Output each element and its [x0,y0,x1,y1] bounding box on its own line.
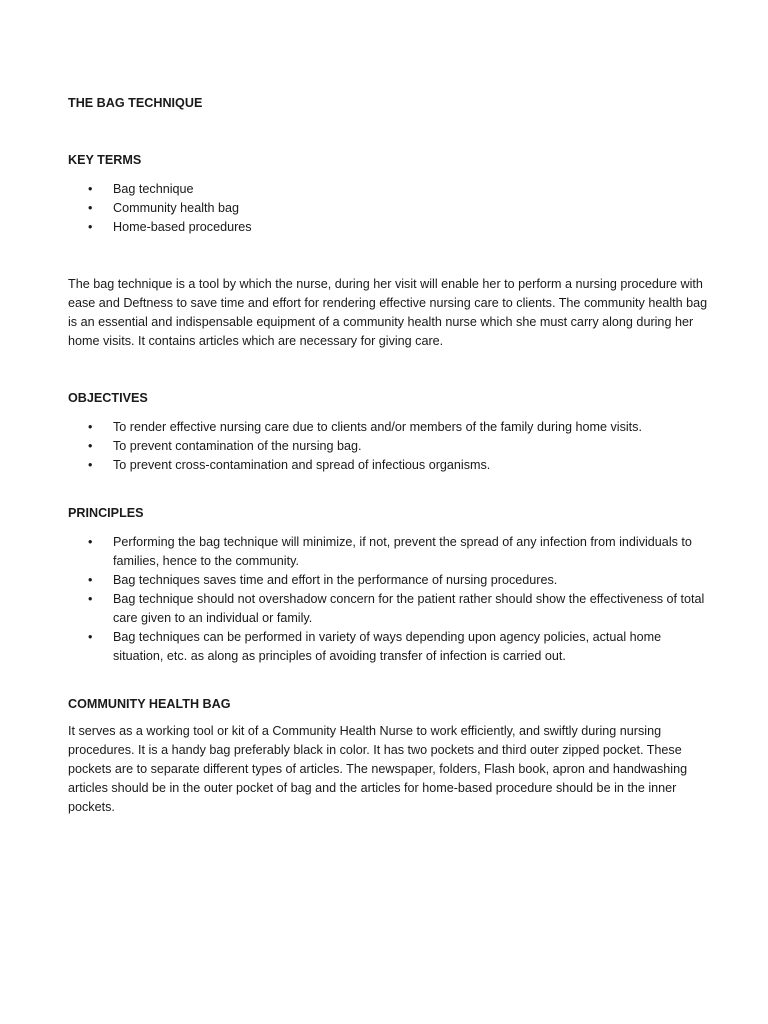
key-terms-heading: KEY TERMS [68,153,142,167]
list-item: • Bag techniques saves time and effort in the performance of nursing procedures. [68,571,712,590]
key-terms-list [68,180,712,237]
list-item: • Community health bag [68,199,712,218]
objectives-list [68,418,712,475]
principles-heading: PRINCIPLES [68,506,144,520]
community-health-bag-heading: COMMUNITY HEALTH BAG [68,697,231,711]
objectives-heading: OBJECTIVES [68,391,148,405]
community-health-bag-paragraph: It serves as a working tool or kit of a Community Health Nurse to work efficiently, and swiftly during nursing procedures. It is a handy bag preferably black in color. It has two pockets and third outer zipped pocket. These pockets are to separate different types of articles. The newspaper, folders, Flash book, apron and handwashing articles should be in the outer pocket of bag and the articles for home-based procedure should be in the inner pockets. [68,724,688,814]
list-item: • To prevent contamination of the nursing bag. [68,437,712,456]
list-item: • Bag technique [68,180,712,199]
intro-paragraph: The bag technique is a tool by which the nurse, during her visit will enable her to perform a nursing procedure with ease and Deftness to save time and effort for rendering effective nursing care to clients. The community health bag is an essential and indispensable equipment of a community health nurse which she must carry along during her home visits. It contains articles which are necessary for giving care. [68,277,708,348]
list-item: • Bag techniques can be performed in variety of ways depending upon agency policies, actual home situation, etc. as along as principles of avoiding transfer of infection is carried out. [68,628,712,666]
list-item: • Performing the bag technique will minimize, if not, prevent the spread of any infection from individuals to families, hence to the community. [68,533,712,571]
list-item: • Home-based procedures [68,218,712,237]
list-item: • To prevent cross-contamination and spread of infectious organisms. [68,456,712,475]
list-item: • To render effective nursing care due to clients and/or members of the family during home visits. [68,418,712,437]
principles-list [68,533,712,666]
list-item: • Bag technique should not overshadow concern for the patient rather should show the effectiveness of total care given to an individual or family. [68,590,712,628]
document-title: THE BAG TECHNIQUE [68,96,203,110]
